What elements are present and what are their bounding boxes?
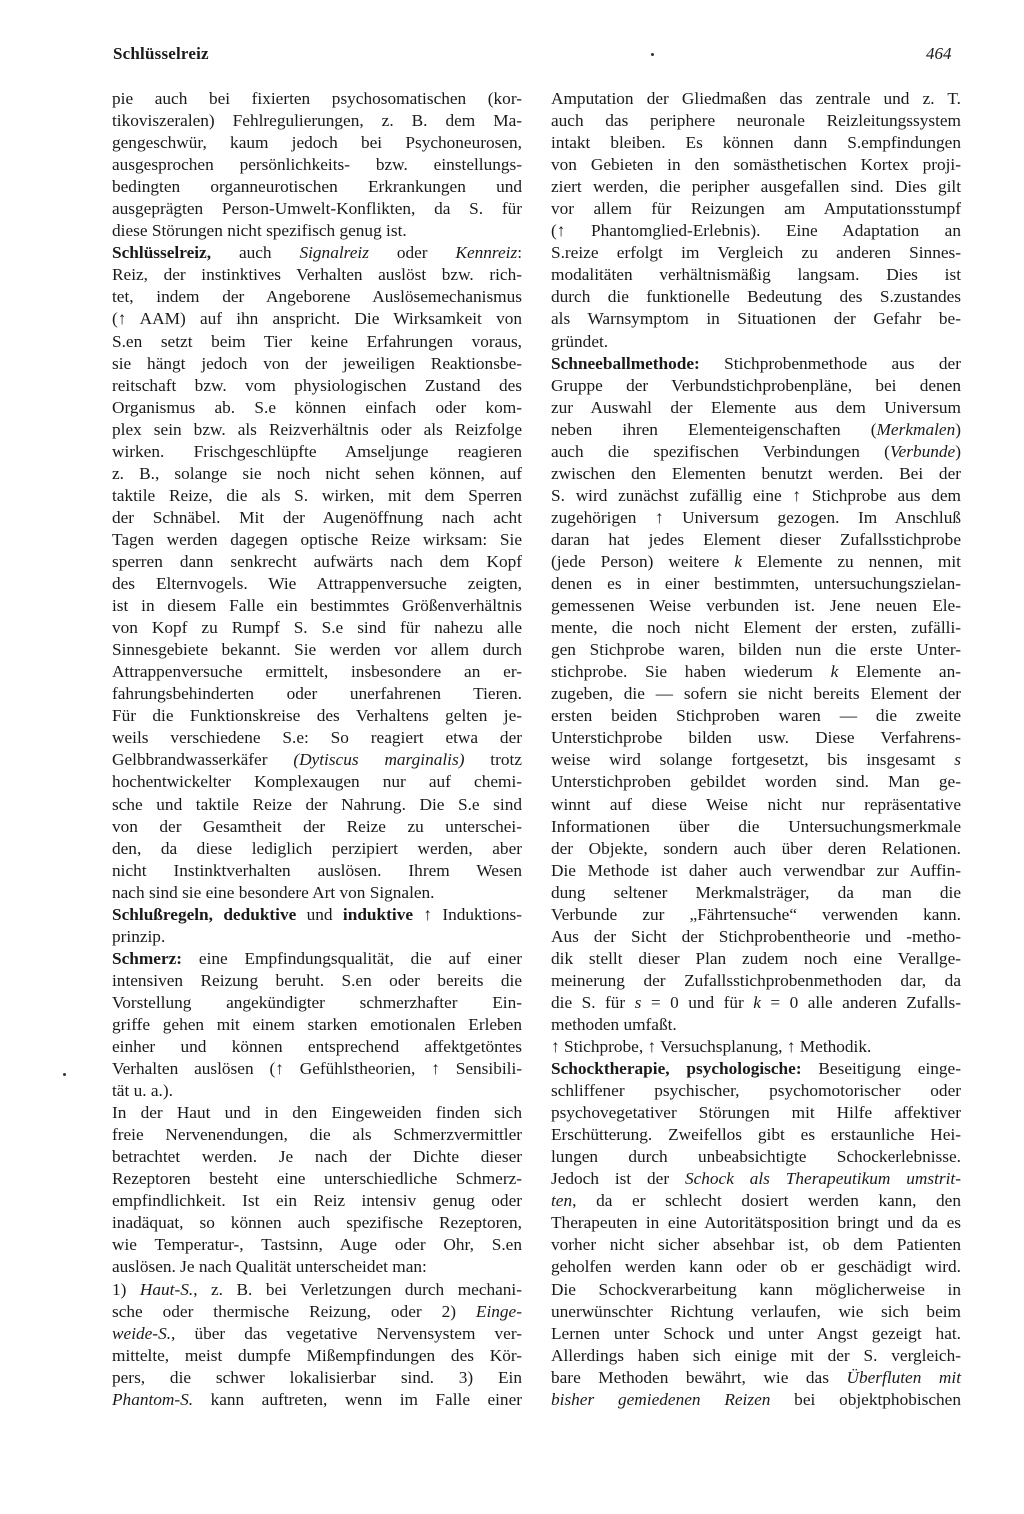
text-line: Gelbbrandwasserkäfer (Dytiscus marginalis) trotz — [112, 750, 522, 770]
text-line: vor allem für Reizungen am Amputationsstumpf — [551, 199, 961, 219]
text-line: methoden umfaßt. — [551, 1014, 677, 1034]
right-text-column — [551, 88, 961, 1411]
text-line: Verhalten auslösen (↑ Gefühlstheorien, ↑ Sensibili- — [112, 1059, 522, 1079]
text-line: freie Nervenendungen, die als Schmerzvermittler — [112, 1125, 522, 1145]
text-line: empfindlichkeit. Ist ein Reiz intensiv genug oder — [112, 1191, 522, 1211]
text-line: dung seltener Merkmalsträger, da man die — [551, 882, 961, 902]
text-line: einher und können entsprechend affektgetöntes — [112, 1037, 522, 1057]
text-line: gemessenen Weise verbunden ist. Jene neuen Ele- — [551, 596, 961, 616]
text-line: Unterstichproben gebildet worden sind. Man ge- — [551, 772, 961, 792]
text-line: Organismus ab. S.e können einfach oder kom- — [112, 397, 522, 417]
text-line: den, da diese lediglich perzipiert werden, aber — [112, 838, 522, 858]
text-line: auch die spezifischen Verbindungen (Verbunde) — [551, 441, 961, 461]
text-line: stichprobe. Sie haben wiederum k Elemente an- — [551, 662, 961, 682]
text-line: gen Stichprobe waren, bilden nun die erste Unter- — [551, 640, 961, 660]
page-header-title: Schlüsselreiz — [113, 44, 209, 63]
text-line: prinzip. — [112, 926, 166, 946]
text-line: dik stellt dieser Plan zudem noch eine Verallge- — [551, 948, 961, 968]
text-line: unerwünschter Richtung verlaufen, wie sich beim — [551, 1301, 961, 1321]
left-text-column — [112, 88, 522, 1411]
text-line: Attrappenversuche ermittelt, insbesondere an er- — [112, 662, 522, 682]
text-line: auch das periphere neuronale Reizleitungssystem — [551, 111, 961, 131]
text-line: ist in diesem Falle ein bestimmtes Größenverhältnis — [112, 596, 522, 616]
text-line: ten, da er schlecht dosiert werden kann, den — [551, 1191, 961, 1211]
print-speck — [651, 53, 654, 56]
text-line: Amputation der Gliedmaßen das zentrale und z. T. — [551, 89, 961, 108]
text-line: gründet. — [551, 331, 609, 351]
text-line: Allerdings haben sich einige mit der S. vergleich- — [551, 1345, 961, 1365]
text-line: nach sind sie eine besondere Art von Signalen. — [112, 882, 435, 902]
text-line: ersten beiden Stichproben waren — die zweite — [551, 706, 961, 726]
text-line: betrachtet werden. Je nach der Dichte dieser — [112, 1147, 522, 1167]
text-line: bare Methoden bewährt, wie das Überfluten mit — [551, 1367, 961, 1387]
text-line: als Warnsymptom in Situationen der Gefahr be- — [551, 309, 961, 329]
text-line: wie Temperatur-, Tastsinn, Auge oder Ohr, S.en — [112, 1235, 522, 1255]
text-line: tikoviszeralen) Fehlregulierungen, z. B. dem Ma- — [112, 111, 522, 131]
text-line: intensiven Reizung beruht. S.en oder bereits die — [112, 970, 522, 990]
text-line: (↑ Phantomglied-Erlebnis). Eine Adaptation an — [551, 221, 961, 241]
text-line: Schlüsselreiz, auch Signalreiz oder Kennreiz: — [112, 243, 522, 263]
text-line: meinerung der Zufallsstichprobenmethoden dar, da — [551, 970, 961, 990]
text-line: tät u. a.). — [112, 1081, 173, 1101]
text-line: weils verschiedene S.e: So reagiert etwa der — [112, 728, 522, 748]
text-line: Jedoch ist der Schock als Therapeutikum umstrit- — [551, 1169, 961, 1189]
text-line: mente, die noch nicht Element der ersten, zufälli- — [551, 618, 961, 638]
text-line: Gruppe der Verbundstichprobenpläne, bei denen — [551, 375, 961, 395]
text-line: durch die funktionelle Bedeutung des S.zustandes — [551, 287, 961, 307]
text-line: gengeschwür, kaum jedoch bei Psychoneurosen, — [112, 133, 522, 153]
text-line: Die Schockverarbeitung kann möglicherweise in — [551, 1279, 961, 1299]
text-line: sche oder thermische Reizung, oder 2) Einge- — [112, 1301, 522, 1321]
text-line: Vorstellung angekündigter schmerzhafter Ein- — [112, 992, 522, 1012]
print-speck — [63, 1073, 66, 1076]
text-line: tet, indem der Angeborene Auslösemechanismus — [112, 287, 522, 307]
text-line: ziert werden, die peripher ausgefallen sind. Dies gilt — [551, 177, 961, 197]
text-line: Informationen über die Untersuchungsmerkmale — [551, 816, 961, 836]
text-line: Verbunde zur „Fährtensuche“ verwenden kann. — [551, 904, 961, 924]
text-line: pers, die schwer lokalisierbar sind. 3) Ein — [112, 1367, 522, 1387]
text-line: lungen durch unbeabsichtigte Schockerlebnisse. — [551, 1147, 961, 1167]
page-number: 464 — [926, 44, 952, 63]
text-line: auslösen. Je nach Qualität unterscheidet man: — [112, 1257, 427, 1277]
text-line: von Kopf zu Rumpf S. S.e sind für nahezu alle — [112, 618, 522, 638]
text-line: Schneeballmethode: Stichprobenmethode aus der — [551, 353, 961, 373]
text-line: ausgeprägten Person-Umwelt-Konflikten, da S. für — [112, 199, 522, 219]
text-line: Schocktherapie, psychologische: Beseitigung einge- — [551, 1059, 961, 1079]
text-line: hochentwickelter Komplexaugen nur auf chemi- — [112, 772, 522, 792]
text-line: z. B., solange sie noch nicht sehen können, auf — [112, 463, 522, 483]
text-line: denen es in einer bestimmten, untersuchungszielan- — [551, 574, 961, 594]
text-line: sperren dann senkrecht aufwärts nach dem Kopf — [112, 551, 522, 571]
text-line: Lernen unter Schock und unter Angst gezeigt hat. — [551, 1323, 961, 1343]
text-line: zwischen den Elementen benutzt werden. Bei der — [551, 463, 961, 483]
text-line: vorher nicht sicher absehbar ist, ob dem Patienten — [551, 1235, 961, 1255]
text-line: nicht Instinktverhalten auslösen. Ihrem Wesen — [112, 860, 522, 880]
text-line: neben ihren Elementeigenschaften (Merkmalen) — [551, 419, 961, 439]
text-line: bisher gemiedenen Reizen bei objektphobischen — [551, 1389, 961, 1409]
text-line: inadäquat, so können auch spezifische Rezeptoren, — [112, 1213, 522, 1233]
text-line: der Objekte, sondern auch über deren Relationen. — [551, 838, 961, 858]
text-line: von Gebieten in den somästhetischen Kortex proji- — [551, 155, 961, 175]
text-line: intakt bleiben. Es können dann S.empfindungen — [551, 133, 961, 153]
text-line: weise wird solange fortgesetzt, bis insgesamt s — [551, 750, 961, 770]
text-line: pie auch bei fixierten psychosomatischen (kor- — [112, 89, 522, 108]
text-line: plex sein bzw. als Reizverhältnis oder als Reizfolge — [112, 419, 522, 439]
text-line: der Schnäbel. Mit der Augenöffnung nach acht — [112, 507, 522, 527]
text-line: sche und taktile Reize der Nahrung. Die S.e sind — [112, 794, 522, 814]
text-line: Schmerz: eine Empfindungsqualität, die auf einer — [112, 948, 522, 968]
text-line: von der Gesamtheit der Reize zu unterschei- — [112, 816, 522, 836]
text-line: ↑ Stichprobe, ↑ Versuchsplanung, ↑ Methodik. — [551, 1037, 872, 1057]
text-line: Schlußregeln, deduktive und induktive ↑ Induktions- — [112, 904, 523, 924]
text-line: S.reize erfolgt im Vergleich zu anderen Sinnes- — [551, 243, 961, 263]
text-line: diese Störungen nicht spezifisch genug ist. — [112, 221, 407, 241]
text-line: In der Haut und in den Eingeweiden finden sich — [112, 1103, 522, 1123]
text-line: reitschaft bzw. vom physiologischen Zustand des — [112, 375, 522, 395]
text-line: (↑ AAM) auf ihn anspricht. Die Wirksamkeit von — [112, 309, 522, 329]
text-line: sie hängt jedoch von der jeweiligen Reaktionsbe- — [112, 353, 522, 373]
text-line: Für die Funktionskreise des Verhaltens gelten je- — [112, 706, 522, 726]
text-line: daran hat jedes Element dieser Zufallsstichprobe — [551, 529, 961, 549]
text-line: Erschütterung. Zweifellos gibt es erstaunliche Hei- — [551, 1125, 961, 1145]
text-line: psychovegetativer Störungen mit Hilfe affektiver — [551, 1103, 961, 1123]
text-line: (jede Person) weitere k Elemente zu nennen, mit — [551, 551, 961, 571]
text-line: Die Methode ist daher auch verwendbar zur Auffin- — [551, 860, 961, 880]
text-line: bedingten organneurotischen Erkrankungen und — [112, 177, 522, 197]
text-line: die S. für s = 0 und für k = 0 alle anderen Zufalls- — [551, 992, 962, 1012]
text-line: wirken. Frischgeschlüpfte Amseljunge reagieren — [112, 441, 522, 461]
text-line: 1) Haut-S., z. B. bei Verletzungen durch mechani- — [112, 1279, 522, 1299]
text-line: S. wird zunächst zufällig eine ↑ Stichprobe aus dem — [551, 485, 961, 505]
text-line: zugehörigen ↑ Universum gezogen. Im Anschluß — [551, 507, 961, 527]
text-line: Aus der Sicht der Stichprobentheorie und -metho- — [551, 926, 961, 946]
text-line: ausgesprochen persönlichkeits- bzw. einstellungs- — [112, 155, 522, 175]
text-line: winnt auf diese Weise nicht nur repräsentative — [551, 794, 961, 814]
text-line: mittelte, meist dumpfe Mißempfindungen des Kör- — [112, 1345, 522, 1365]
text-line: taktile Reize, die als S. wirken, mit dem Sperren — [112, 485, 522, 505]
text-line: Unterstichprobe bilden usw. Diese Verfahrens- — [551, 728, 961, 748]
text-line: geholfen werden kann oder ob er geschädigt wird. — [551, 1257, 961, 1277]
text-line: Tagen werden dagegen optische Reize wirksam: Sie — [112, 529, 522, 549]
text-line: fahrungsbehinderten oder unerfahrenen Tieren. — [112, 684, 522, 704]
text-line: schliffener psychischer, psychomotorischer oder — [551, 1081, 961, 1101]
text-line: S.en setzt beim Tier keine Erfahrungen voraus, — [112, 331, 522, 351]
text-line: griffe gehen mit einem starken emotionalen Erleben — [112, 1014, 522, 1034]
text-line: Sinnesgebiete bekannt. Sie werden vor allem durch — [112, 640, 522, 660]
text-line: Rezeptoren besteht eine unterschiedliche Schmerz- — [112, 1169, 522, 1189]
text-line: zur Auswahl der Elemente aus dem Universum — [551, 397, 961, 417]
text-line: des Elternvogels. Wie Attrappenversuche zeigten, — [112, 574, 522, 594]
text-line: zugeben, die — sofern sie nicht bereits Element der — [551, 684, 961, 704]
text-line: Therapeuten in eine Autoritätsposition bringt und da es — [551, 1213, 961, 1233]
text-line: modalitäten verhältnismäßig langsam. Dies ist — [551, 265, 961, 285]
text-line: Phantom-S. kann auftreten, wenn im Falle einer — [112, 1389, 522, 1409]
text-line: Reiz, der instinktives Verhalten auslöst bzw. rich- — [112, 265, 522, 285]
text-line: weide-S., über das vegetative Nervensystem ver- — [112, 1323, 522, 1343]
